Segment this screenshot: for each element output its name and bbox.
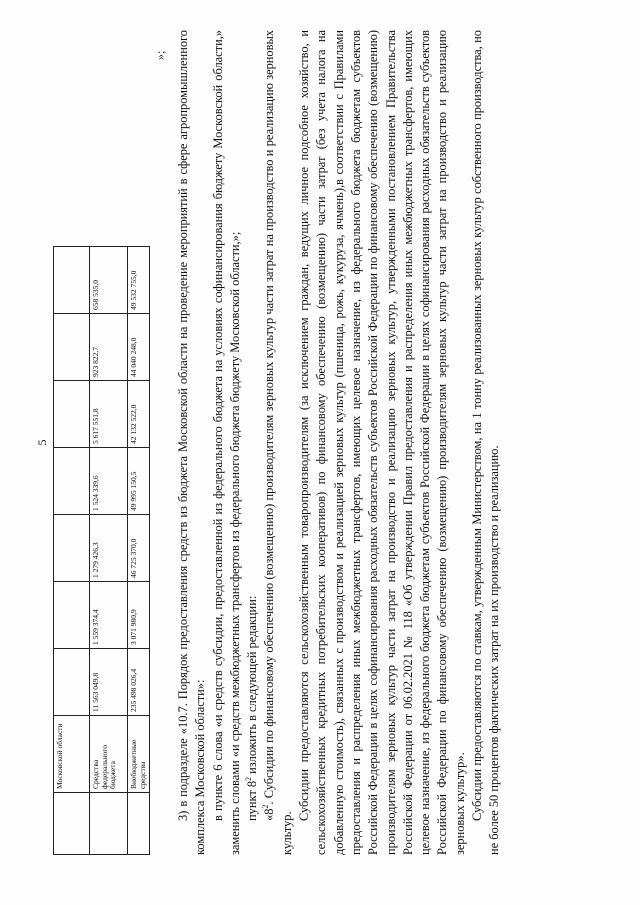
paragraph: в пункте 6 слова «и средств субсидии, предоставленной из федерального бюджета на условиях софинансирования бюджету Московской области,» заменить словами «и средств межбюджетных трансфертов из федерального бюджета бюджету Московской области,»; (210, 30, 242, 855)
table-cell (54, 314, 90, 381)
table-cell: 923 822,7 (90, 314, 128, 381)
superscript: 2 (261, 804, 271, 809)
paragraph (244, 30, 261, 855)
paragraph-text: . Субсидии по финансовому обеспечению (возмещению) производителям зерновых культур части затрат на производство и реализацию зерновых культур. (262, 30, 294, 855)
table-cell: 49 995 150,5 (128, 448, 150, 515)
table-row (54, 247, 90, 855)
paragraph-text: «8 (262, 808, 277, 821)
table-cell: 1 524 339,6 (90, 448, 128, 515)
paragraph-text: пункт 8 (245, 780, 260, 821)
table-cell: 11 563 049,8 (90, 649, 128, 716)
table-cell (54, 649, 90, 716)
table-cell: 5 617 551,8 (90, 381, 128, 448)
table-cell: 44 040 248,0 (128, 314, 150, 381)
table-row (128, 247, 150, 855)
table-cell-empty (90, 793, 128, 855)
funding-table (53, 246, 150, 855)
table-cell (54, 515, 90, 582)
table-cell: 46 725 370,0 (128, 515, 150, 582)
table-row (90, 247, 128, 855)
table-cell: 658 535,0 (90, 247, 128, 314)
table-cell-empty (128, 793, 150, 855)
document-body (175, 30, 504, 855)
table-cell (54, 381, 90, 448)
paragraph (261, 30, 296, 855)
table-cell: 49 532 755,0 (128, 247, 150, 314)
table-row-label: Московской области (54, 716, 90, 793)
table-cell: 1 559 374,4 (90, 582, 128, 649)
table-row-label: Внебюджетные средства (128, 716, 150, 793)
paragraph: Субсидии предоставляются сельскохозяйственным товаропроизводителям (за исключением граждан, ведущих личное подсобное хозяйство, и сельскохозяйственных кредитных потребительских кооперативов) по финансовому обеспечению (возмещению) части затрат (без учета налога на добавленную стоимость), связанных с производством и реализацией зерновых культур (пшеница, рожь, кукуруза, ячмень),в соответствии с Правилами предоставления и распределения иных межбюджетных трансфертов, имеющих целевое назначение, из федерального бюджета бюджетам субъектов Российской Федерации в целях софинансирования расходных обязательств субъектов Российской Федерации по финансовому обеспечению (возмещению) производителям зерновых культур части затрат на производство и реализацию зерновых культур, утвержденными постановлением Правительства Российской Федерации от 06.02.2021 № 118 «Об утверждении Правил предоставления и распределения иных межбюджетных трансфертов, имеющих целевое назначение, из федерального бюджета бюджетам субъектов Российской Федерации в целях софинансирования расходных обязательств субъектов Российской Федерации по финансовому обеспечению (возмещению) производителям зерновых культур части затрат на производство и реализацию зерновых культур». (297, 30, 467, 855)
paragraph-text: изложить в следующей редакции: (245, 595, 260, 777)
table-row-label: Средства федерального бюджета (90, 716, 128, 793)
paragraph: Субсидии предоставляются по ставкам, утвержденным Министерством, на 1 тонну реализованных зерновых культур собственного производства, но не более 50 процентов фактических затрат на их производство и реализацию. (470, 30, 502, 855)
table-cell (54, 247, 90, 314)
table-cell: 42 132 522,0 (128, 381, 150, 448)
table-cell-empty (54, 793, 90, 855)
page-number: 5 (35, 439, 49, 446)
table-cell (54, 448, 90, 515)
table-cell: 235 498 026,4 (128, 649, 150, 716)
table-closing-quote: »; (153, 50, 167, 60)
paragraph: 3) в подразделе «10.7. Порядок предоставления средств из бюджета Московской области на проведение мероприятий в сфере агропромышленного комплекса Московской области»: (176, 30, 208, 855)
table-cell: 1 279 426,3 (90, 515, 128, 582)
rotated-content (35, 30, 610, 855)
table-cell (54, 582, 90, 649)
table-cell: 3 071 980,9 (128, 582, 150, 649)
superscript: 2 (244, 776, 254, 781)
